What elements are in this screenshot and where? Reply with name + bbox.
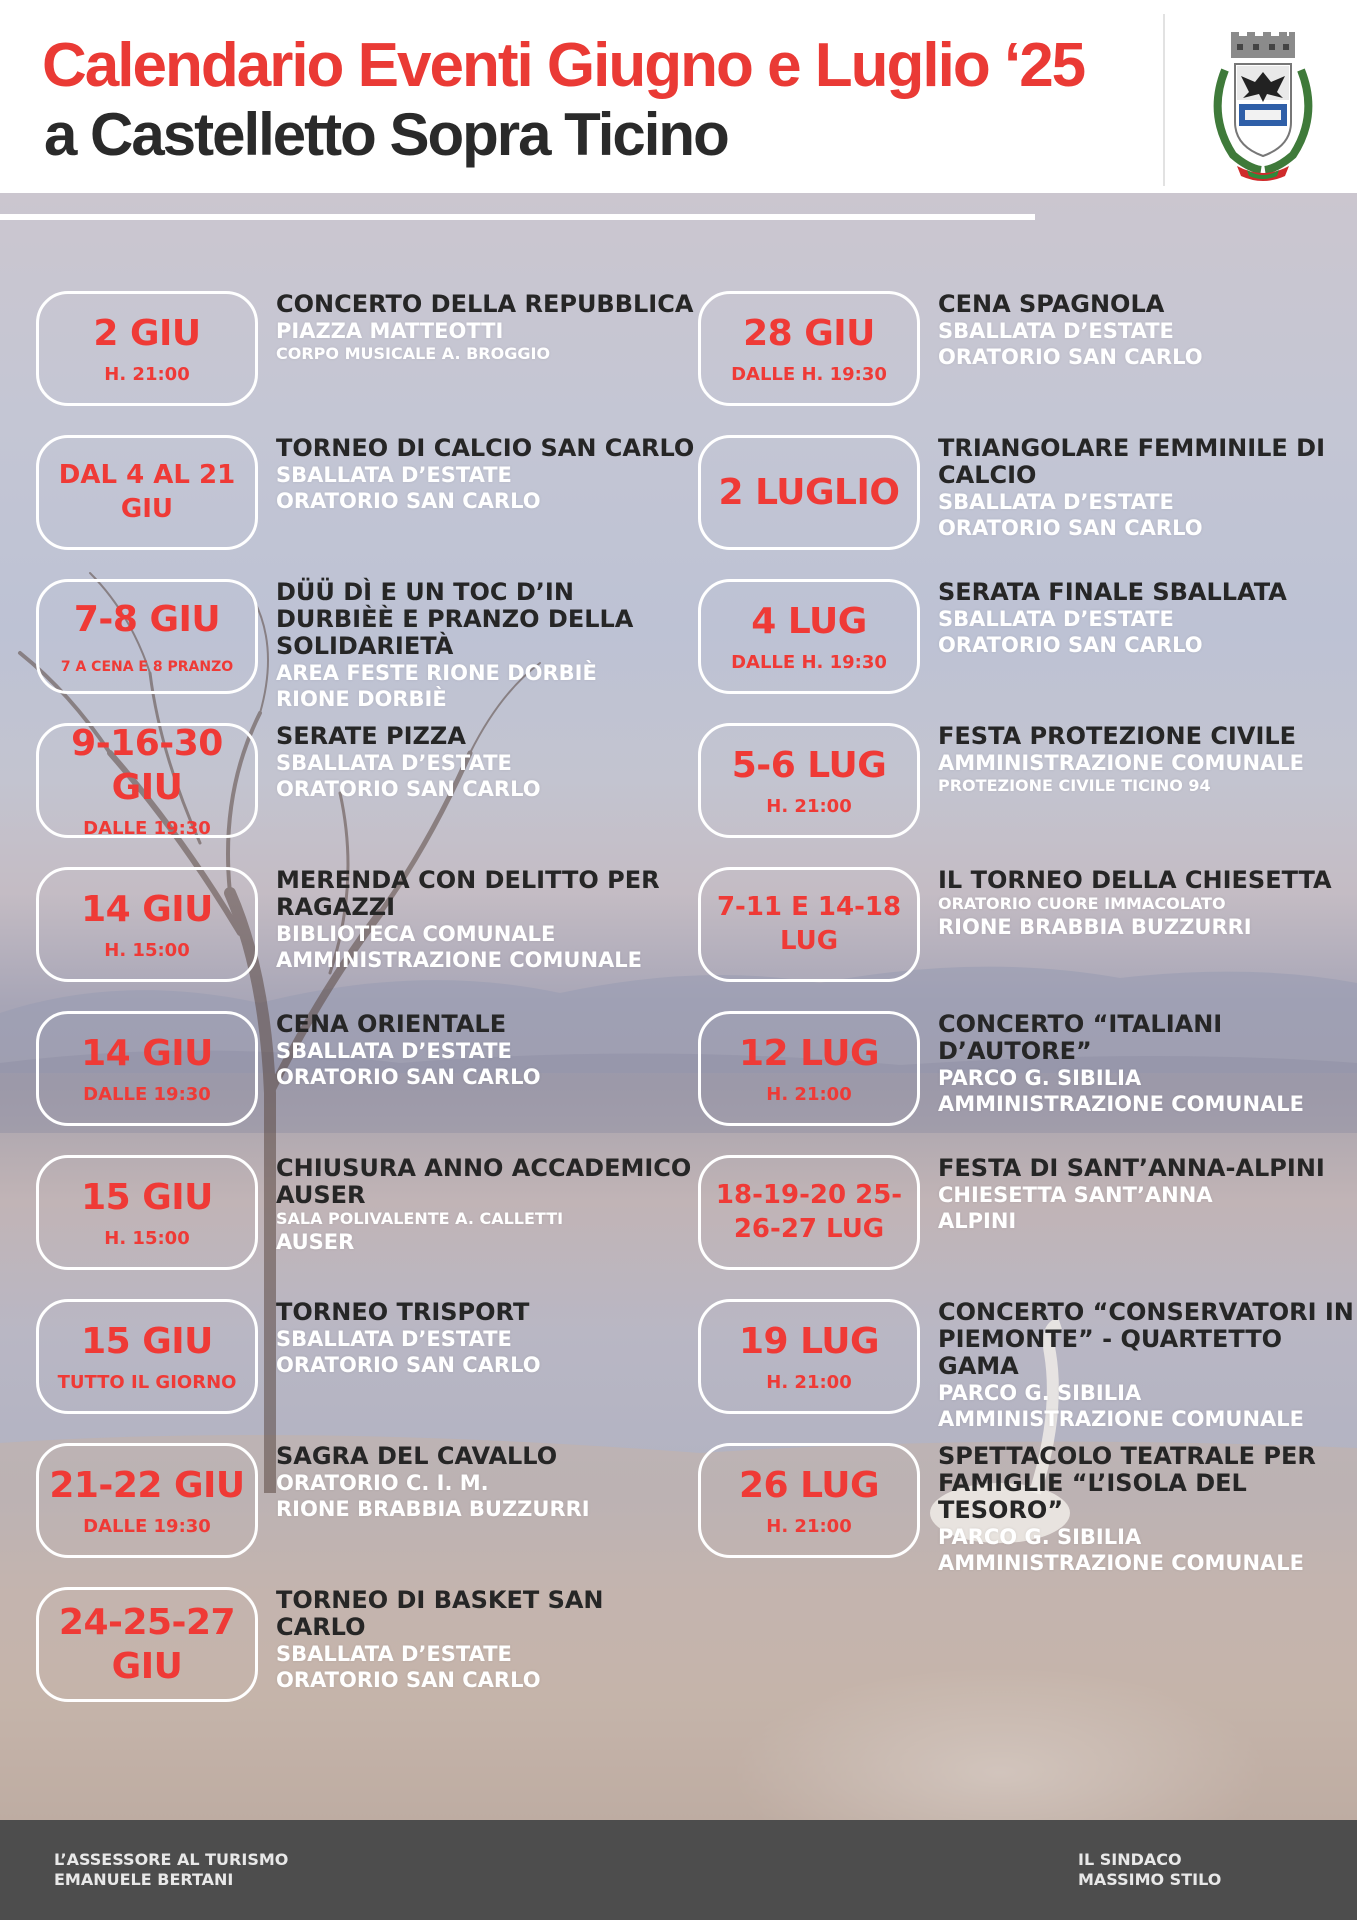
event-date-badge [698,579,920,694]
event-title: TRIANGOLARE FEMMINILE DI CALCIO [938,434,1326,490]
event-details [938,1011,1357,1117]
event-details [276,1011,696,1090]
event-date-badge [36,579,258,694]
event-date: 14 GIU [81,889,213,930]
event-location: PARCO G. SIBILIA [938,1381,1142,1406]
event-date: 28 GIU [743,313,875,354]
event-location: SBALLATA D’ESTATE [938,607,1174,632]
event-location: SBALLATA D’ESTATE [276,751,512,776]
event-location: SBALLATA D’ESTATE [276,463,512,488]
event-location: PIAZZA MATTEOTTI [276,319,504,344]
event-location: CHIESETTA SANT’ANNA [938,1183,1213,1208]
event-date: 5-6 LUG [731,745,887,786]
event-title: CENA ORIENTALE [276,1010,507,1038]
event-details [938,867,1357,940]
event-details [276,435,696,514]
event-date-badge [698,291,920,406]
footer-sindaco [1078,1850,1221,1890]
event-organizer: AUSER [276,1230,355,1255]
event-date: 15 GIU [81,1177,213,1218]
event-location: PARCO G. SIBILIA [938,1066,1142,1091]
event-title: CHIUSURA ANNO ACCADEMICO AUSER [276,1154,692,1210]
page-title: Calendario Eventi Giugno e Luglio ‘25 [42,31,1085,100]
event-organizer: ALPINI [938,1209,1017,1234]
event-organizer: ORATORIO SAN CARLO [276,1353,541,1378]
event-date-badge [698,435,920,550]
event-details [276,1299,696,1378]
event-time: H. 15:00 [104,1228,190,1250]
event-date: 12 LUG [738,1033,880,1074]
event-organizer: ORATORIO SAN CARLO [276,1668,541,1693]
event-location: AMMINISTRAZIONE COMUNALE [938,751,1305,776]
event-date: 21-22 GIU [49,1465,245,1506]
event-organizer: RIONE DORBIÈ [276,687,447,712]
event-time: DALLE 19:30 [83,1516,211,1538]
event-details [276,723,696,802]
event-organizer: ORATORIO SAN CARLO [938,516,1203,541]
event-location: SBALLATA D’ESTATE [938,490,1174,515]
footer-assessore-name: EMANUELE BERTANI [54,1870,234,1889]
event-title: FESTA PROTEZIONE CIVILE [938,722,1297,750]
event-details [938,1155,1357,1234]
header-divider [1163,14,1165,186]
event-date-badge [36,1011,258,1126]
event-date: 26 LUG [738,1465,880,1506]
event-organizer: PROTEZIONE CIVILE TICINO 94 [938,776,1211,796]
event-date-badge [36,435,258,550]
event-organizer: RIONE BRABBIA BUZZURRI [938,914,1252,939]
event-date-badge [698,867,920,982]
event-organizer: AMMINISTRAZIONE COMUNALE [938,1092,1305,1117]
event-date-badge [698,1299,920,1414]
event-title: CONCERTO “ITALIANI D’AUTORE” [938,1010,1223,1066]
event-location: SBALLATA D’ESTATE [276,1642,512,1667]
event-title: CENA SPAGNOLA [938,290,1165,318]
event-date-badge [36,1443,258,1558]
footer-assessore [54,1850,288,1890]
event-organizer: AMMINISTRAZIONE COMUNALE [938,1551,1305,1576]
event-date-badge [698,723,920,838]
event-location: BIBLIOTECA COMUNALE [276,922,556,947]
event-time: DALLE 19:30 [83,1084,211,1106]
event-time: H. 21:00 [766,1084,852,1106]
event-date-badge [698,1011,920,1126]
event-title: CONCERTO “CONSERVATORI IN PIEMONTE” - QUARTETTO GAMA [938,1298,1354,1381]
event-location: PARCO G. SIBILIA [938,1525,1142,1550]
event-title: FESTA DI SANT’ANNA-ALPINI [938,1154,1325,1182]
event-time: H. 15:00 [104,940,190,962]
event-title: TORNEO DI CALCIO SAN CARLO [276,434,695,462]
event-location: SBALLATA D’ESTATE [276,1327,512,1352]
coat-of-arms-icon [1203,30,1323,190]
event-location: SBALLATA D’ESTATE [938,319,1174,344]
event-location: SBALLATA D’ESTATE [276,1039,512,1064]
event-time: H. 21:00 [104,364,190,386]
event-title: IL TORNEO DELLA CHIESETTA [938,866,1332,894]
footer-assessore-role: L’ASSESSORE AL TURISMO [54,1850,289,1869]
event-details [938,435,1357,541]
event-location: ORATORIO C. I. M. [276,1471,489,1496]
event-title: DÜÜ DÌ E UN TOC D’IN DURBIÈÈ E PRANZO DELLA SOLIDARIETÀ [276,578,634,661]
page-subtitle: a Castelletto Sopra Ticino [44,101,728,168]
event-details [938,723,1357,796]
event-details [938,579,1357,658]
event-date-badge [36,1587,258,1702]
event-details [276,1443,696,1522]
event-title: TORNEO DI BASKET SAN CARLO [276,1586,604,1642]
event-location: SALA POLIVALENTE A. CALLETTI [276,1209,564,1229]
event-time: 7 A CENA E 8 PRANZO [60,659,234,676]
event-date: 7-11 E 14-18 LUG [716,891,902,956]
event-date-badge [36,1299,258,1414]
event-organizer: ORATORIO SAN CARLO [276,1065,541,1090]
event-time: DALLE H. 19:30 [731,652,887,674]
footer-sindaco-name: MASSIMO STILO [1078,1870,1222,1889]
event-date: 7-8 GIU [73,598,221,640]
event-organizer: CORPO MUSICALE A. BROGGIO [276,344,551,364]
footer [0,1820,1357,1920]
event-date: 2 LUGLIO [718,471,900,513]
event-time: DALLE 19:30 [83,817,211,839]
event-organizer: ORATORIO SAN CARLO [276,777,541,802]
event-organizer: ORATORIO SAN CARLO [938,633,1203,658]
event-details [938,1299,1357,1432]
event-details [938,1443,1357,1576]
event-title: SERATA FINALE SBALLATA [938,578,1287,606]
event-date: 14 GIU [81,1033,213,1074]
event-details [938,291,1357,370]
event-time: H. 21:00 [766,1372,852,1394]
event-date: 2 GIU [93,313,201,354]
event-title: CONCERTO DELLA REPUBBLICA [276,290,694,318]
event-date-badge [698,1443,920,1558]
event-date: 19 LUG [738,1321,880,1362]
event-title: SERATE PIZZA [276,722,466,750]
event-time: H. 21:00 [766,796,852,818]
event-date-badge [36,291,258,406]
event-date-badge [36,867,258,982]
event-location: AREA FESTE RIONE DORBIÈ [276,661,597,686]
header-rule [0,214,1035,220]
event-poster [0,193,1357,1820]
event-time: H. 21:00 [766,1516,852,1538]
event-date: 18-19-20 25-26-27 LUG [715,1179,903,1244]
event-details [276,579,696,712]
event-time: DALLE H. 19:30 [731,364,887,386]
event-date: 15 GIU [81,1321,213,1362]
event-date-badge [698,1155,920,1270]
event-date: 9-16-30 GIU [71,723,223,808]
event-title: SAGRA DEL CAVALLO [276,1442,558,1470]
event-organizer: AMMINISTRAZIONE COMUNALE [276,948,643,973]
footer-sindaco-role: IL SINDACO [1078,1850,1182,1869]
event-date: 4 LUG [751,601,867,642]
event-title: MERENDA CON DELITTO PER RAGAZZI [276,866,660,922]
header [0,0,1357,193]
event-organizer: ORATORIO SAN CARLO [276,489,541,514]
event-date-badge [36,1155,258,1270]
event-details [276,1587,696,1693]
event-date-badge [36,723,258,838]
event-organizer: ORATORIO SAN CARLO [938,345,1203,370]
event-date: 24-25-27 GIU [58,1602,236,1687]
event-location: ORATORIO CUORE IMMACOLATO [938,894,1226,914]
event-time: TUTTO IL GIORNO [57,1372,237,1394]
event-organizer: RIONE BRABBIA BUZZURRI [276,1497,590,1522]
event-title: TORNEO TRISPORT [276,1298,530,1326]
event-details [276,291,696,364]
event-date: DAL 4 AL 21 GIU [58,459,236,524]
event-details [276,867,696,973]
event-title: SPETTACOLO TEATRALE PER FAMIGLIE “L’ISOLA DEL TESORO” [938,1442,1316,1525]
event-organizer: AMMINISTRAZIONE COMUNALE [938,1407,1305,1432]
event-details [276,1155,696,1255]
